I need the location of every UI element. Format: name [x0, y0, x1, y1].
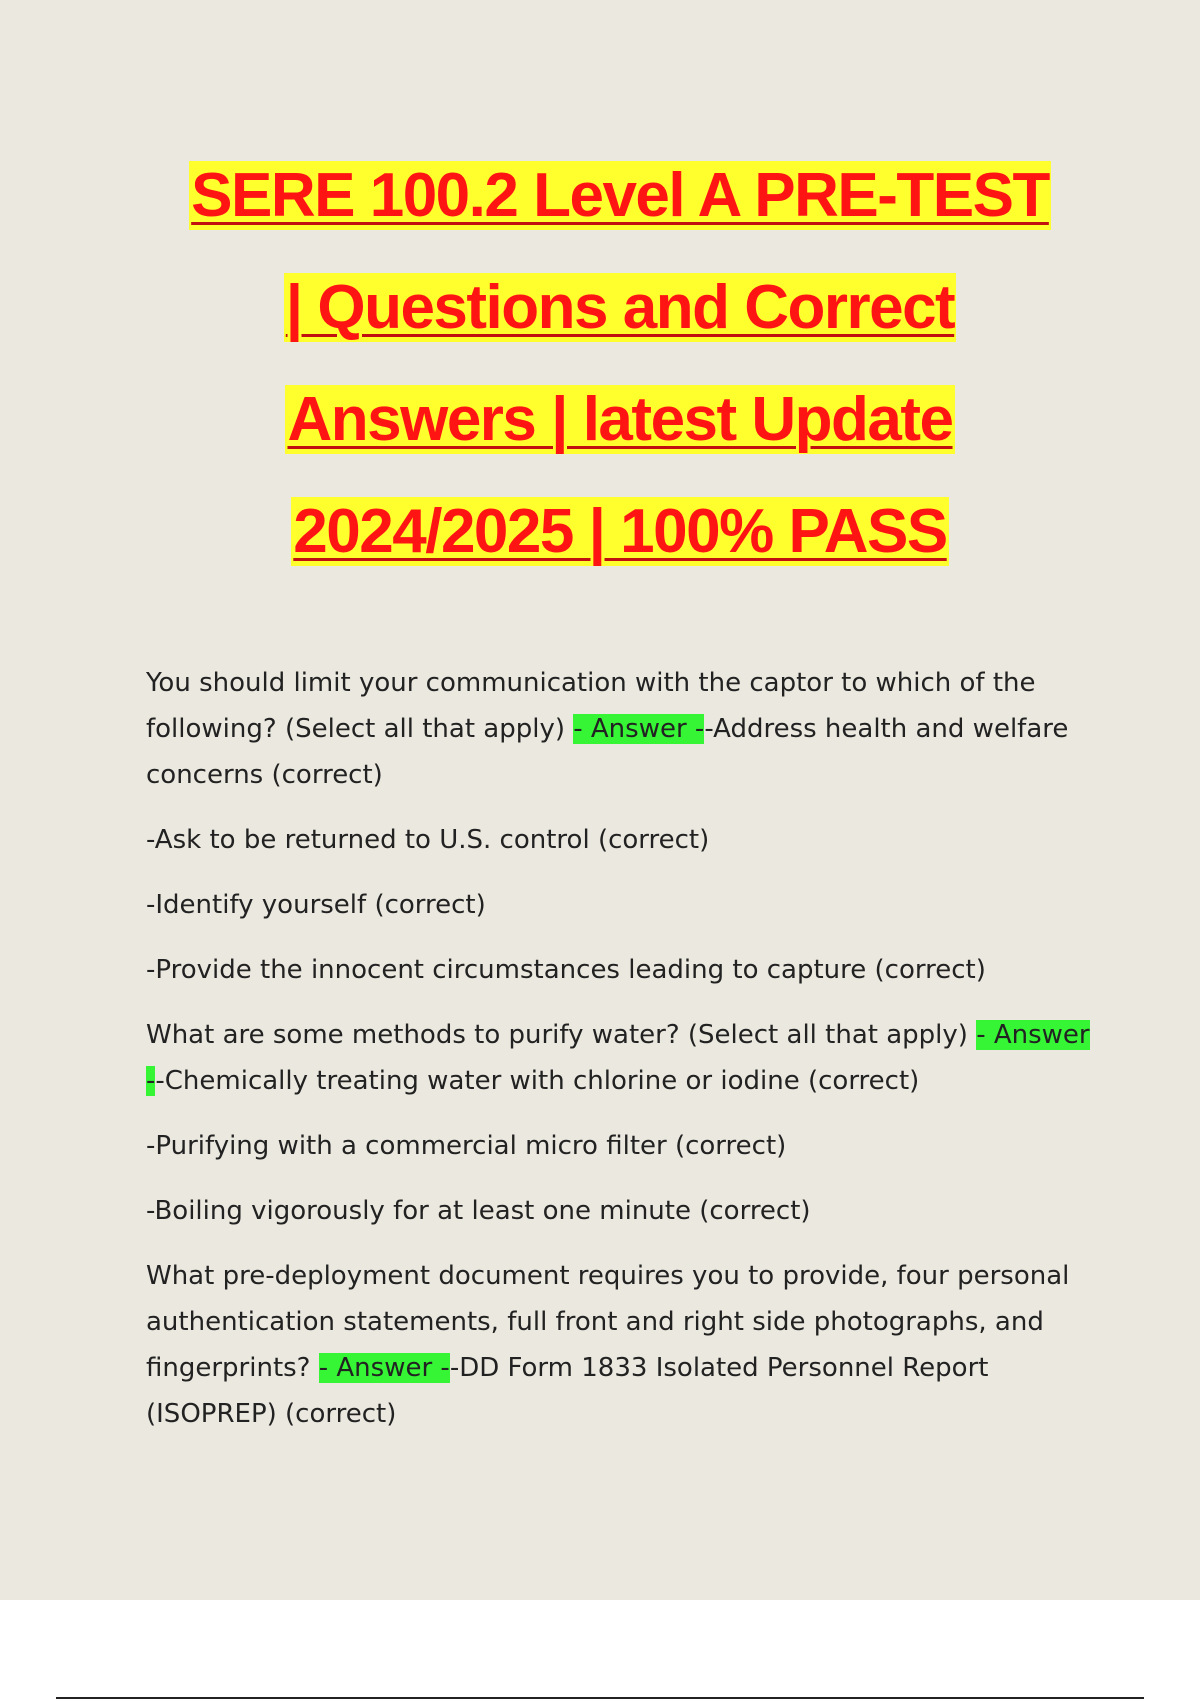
question-paragraph	[146, 660, 1096, 798]
title-line-text: SERE 100.2 Level A PRE-TEST	[191, 161, 1049, 230]
title-line-text: Answers | latest Update	[287, 385, 953, 454]
answer-item: -Identify yourself (correct)	[146, 890, 486, 920]
answer-item: -Boiling vigorously for at least one minute (correct)	[146, 1196, 811, 1226]
answer-marker: - Answer -	[573, 714, 705, 744]
answer-marker: - Answer -	[318, 1353, 450, 1383]
footer-divider	[56, 1697, 1144, 1699]
question-text: You should limit your communication with the captor to which of the following? (Select all that apply)	[146, 668, 1036, 744]
answer-text: -DD Form 1833 Isolated Personnel Report (ISOPREP) (correct)	[146, 1353, 989, 1429]
question-paragraph	[146, 1253, 1096, 1437]
qa-content	[146, 660, 1096, 1456]
answer-item: -Provide the innocent circumstances leading to capture (correct)	[146, 955, 986, 985]
question-text: What pre-deployment document requires you to provide, four personal authentication statements, full front and right side photographs, and fingerprints?	[146, 1261, 1070, 1383]
answer-text: -Address health and welfare concerns (correct)	[146, 714, 1069, 790]
answer-marker: - Answer -	[146, 1020, 1090, 1096]
question-paragraph	[146, 1012, 1096, 1104]
title-line	[60, 364, 1180, 476]
title-line-text: | Questions and Correct	[285, 273, 955, 342]
title-line-text: 2024/2025 | 100% PASS	[293, 497, 947, 566]
answer-item: -Purifying with a commercial micro filter (correct)	[146, 1131, 787, 1161]
document-title	[60, 140, 1180, 588]
title-line	[60, 476, 1180, 588]
title-line	[60, 140, 1180, 252]
answer-item: -Ask to be returned to U.S. control (correct)	[146, 825, 710, 855]
question-text: What are some methods to purify water? (Select all that apply)	[146, 1020, 977, 1050]
answer-text: -Chemically treating water with chlorine or iodine (correct)	[155, 1066, 920, 1096]
title-line	[60, 252, 1180, 364]
